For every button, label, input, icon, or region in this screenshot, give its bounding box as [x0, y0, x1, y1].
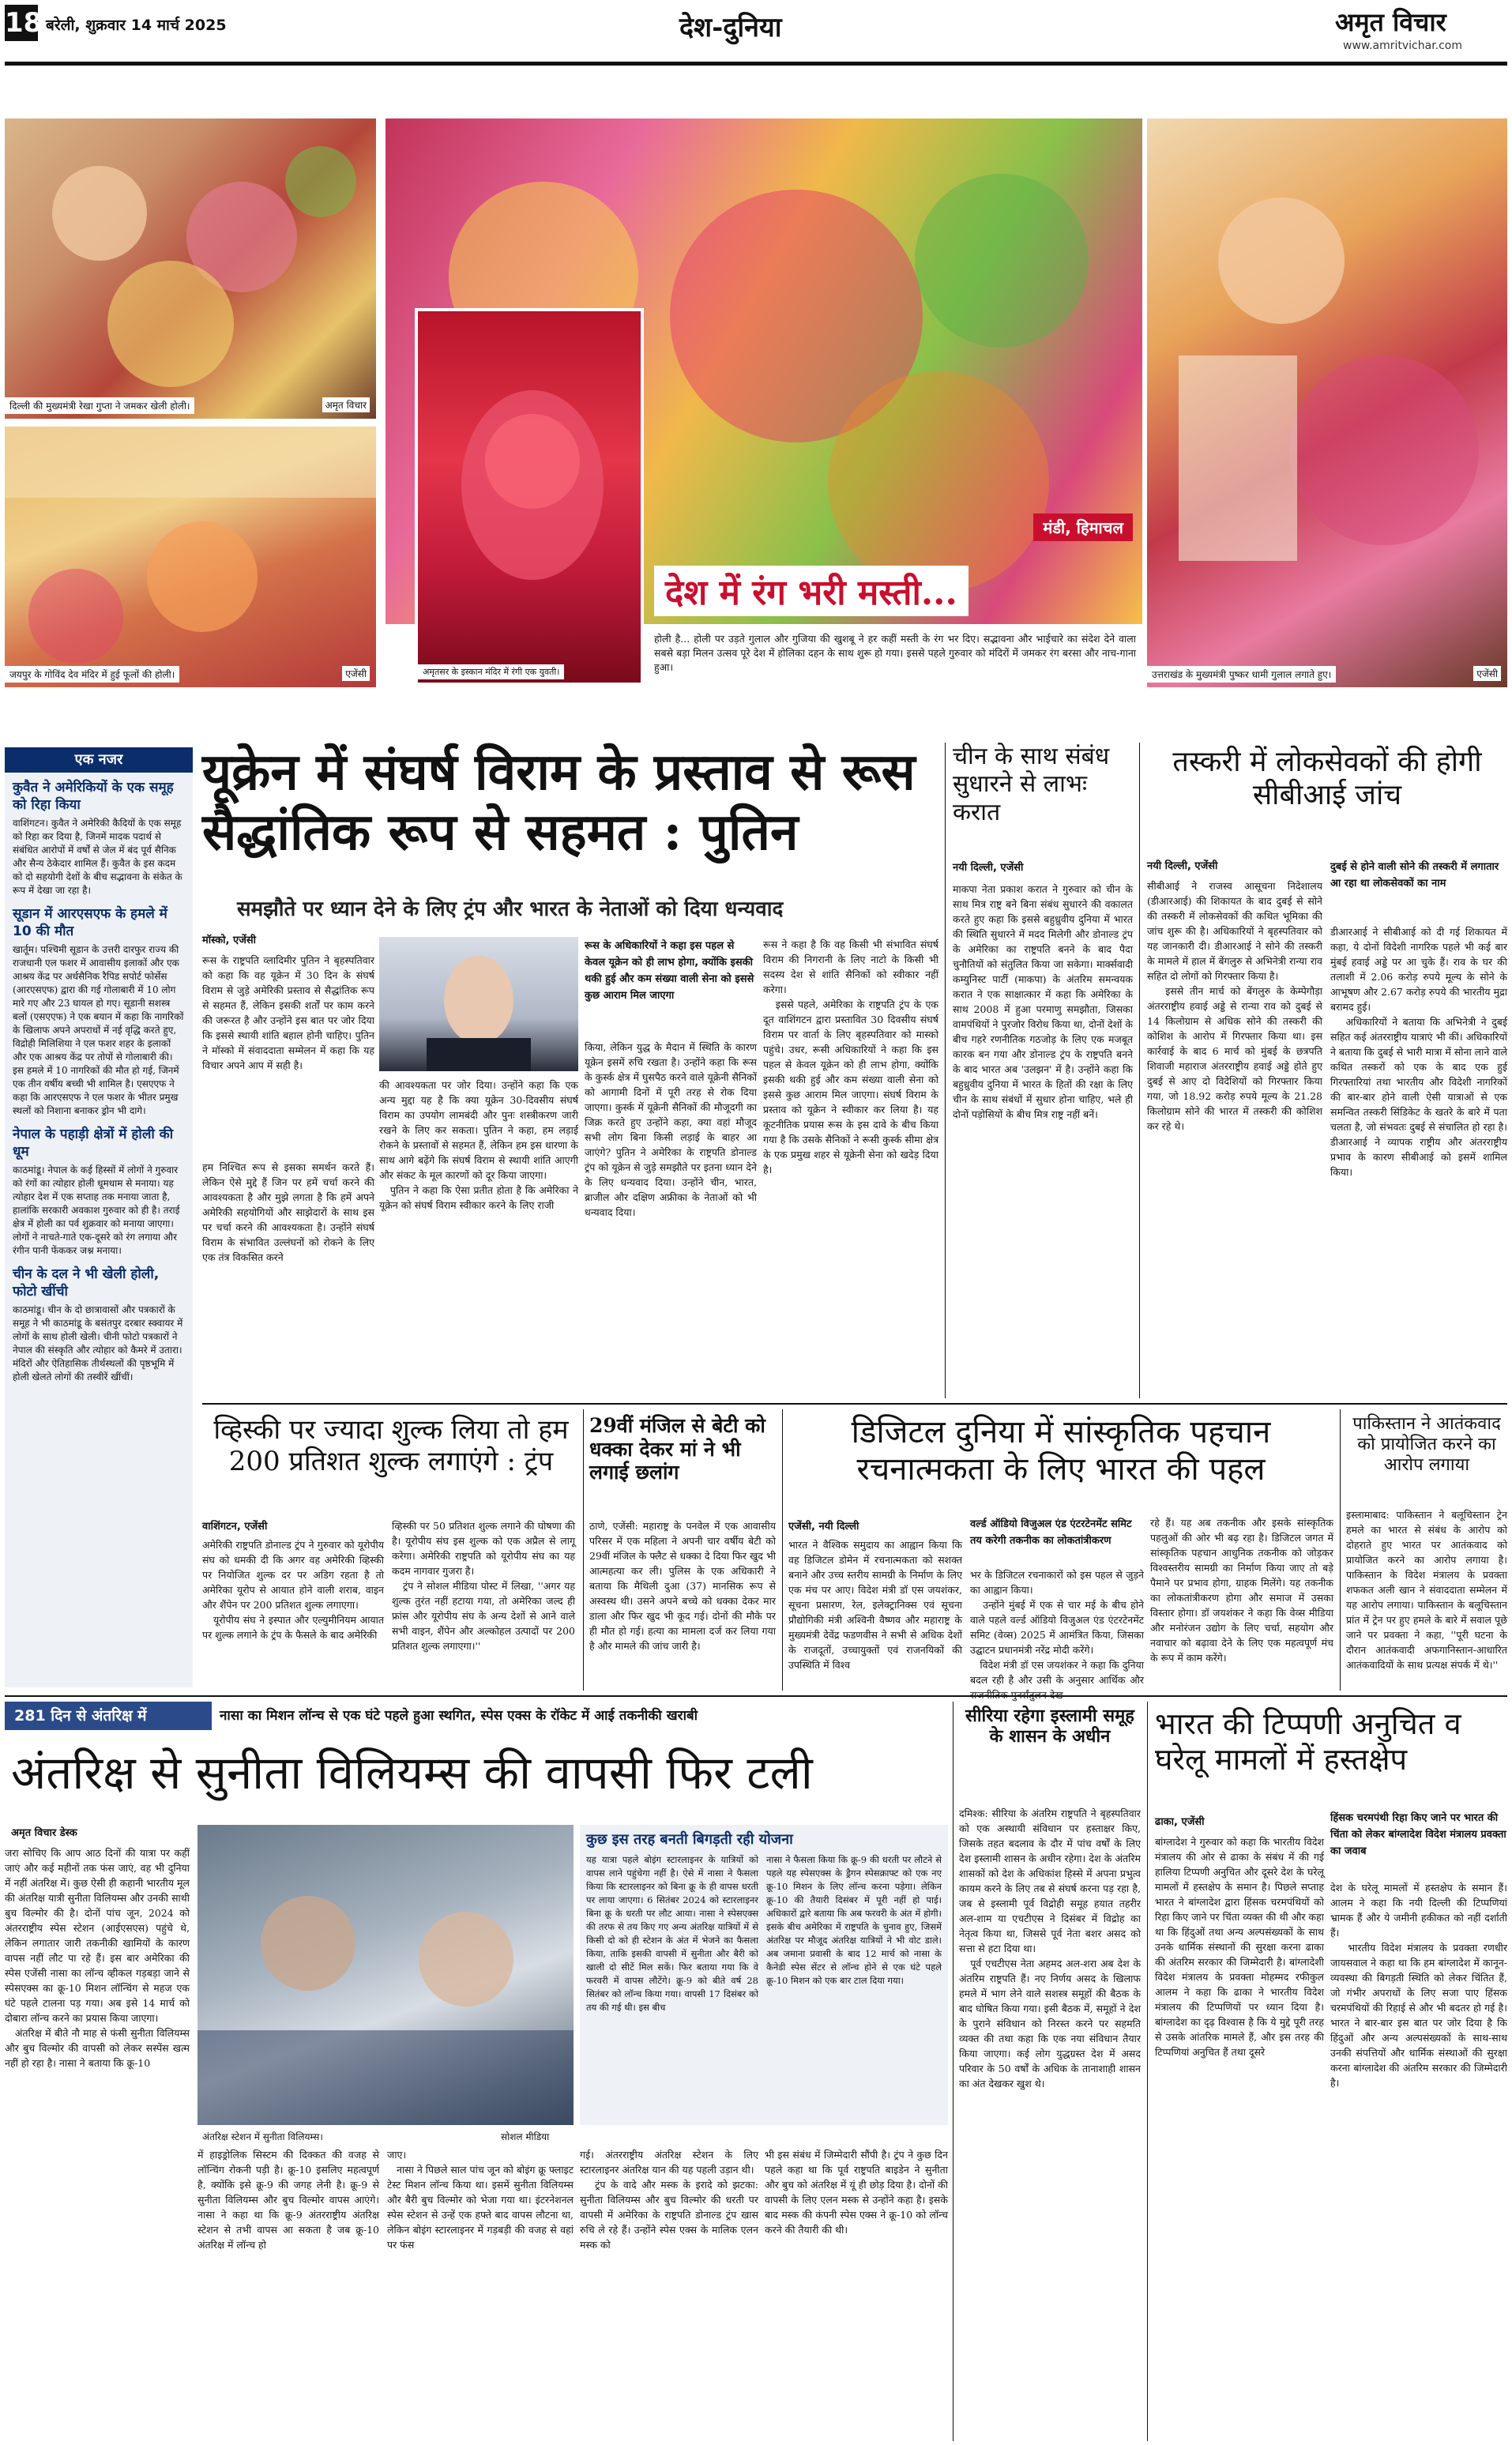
bangladesh-body: बांग्लादेश ने गुरुवार को कहा कि भारतीय विदेश मंत्रालय की ओर से ढाका के संबंध में की गई हालिया टिप्पणी अनुचित और दूसरे देश के घरेलू मामलों में हस्तक्षेप के समान है। पिछले सप्ताह भारत ने बांग्लादेश द्वारा हिंसक चरमपंथियों को रिहा किए जाने पर चिंता व्यक्त की थी और कहा था कि हिंदुओं तथा अन्य अल्पसंख्यकों के साथ उनके धार्मिक संस्थानों की सुरक्षा करना ढाका की अंतरिम सरकार की जिम्मेदारी है। बांग्लादेशी विदेश मंत्रालय के प्रवक्ता मोहम्मद रफीकुल आलम ने कहा कि ढाका ने भारतीय विदेश मंत्रालय की टिप्पणियों पर ध्यान दिया है। बांग्लादेश का दृढ़ विश्वास है कि ये मुद्दे पूरी तरह से उसके आंतरिक मामले हैं, और इस तरह की टिप्पणियां अनुचित हैं तथा दूसरे	[1155, 1836, 1327, 2058]
space-body-5: भी इस संबंध में जिम्मेदारी सौंपी है। ट्रंप ने कुछ दिन पहले कहा था कि पूर्व राष्ट्रपति बाइडेन ने सुनीता और बुच को अंतरिक्ष में यूं ही छोड़ दिया है। दोनों की वापसी के लिए एलन मस्क से उन्होंने कहा है। इसके बाद मस्क की कंपनी स्पेस एक्स ने क्रू-10 को लॉन्च करने की तैयारी की थी।	[765, 2149, 951, 2236]
balcony-headline: 29वीं मंजिल से बेटी को धक्का देकर मां ने भी लगाई छलांग	[589, 1414, 765, 1484]
digital-dateline: एजेंसी, नयी दिल्ली	[788, 1521, 859, 1533]
space-dateline: अमृत विचार डेस्क	[11, 1827, 77, 1839]
sunita-credit: सोशल मीडिया	[501, 2131, 550, 2142]
bangladesh-body-2: देश के घरेलू मामलों में हस्तक्षेप के समान हैं। आलम ने कहा कि नयी दिल्ली की टिप्पणियां भ्रामक हैं और ये जमीनी हकीकत को नहीं दर्शाती हैं। भारतीय विदेश मंत्रालय के प्रवक्ता रणधीर जायसवाल ने कहा था कि हम बांग्लादेश में कानून-व्यवस्था की बिगड़ती स्थिति को लेकर चिंतित हैं, जो गंभीर अपराधों के लिए सजा पाए हिंसक चरमपंथियों की रिहाई से और भी बदतर हो गई है। भारत ने बार-बार इस बात पर जोर दिया है कि हिंदुओं और अन्य अल्पसंख्यकों के साथ-साथ उनकी संपत्तियों और धार्मिक संस्थाओं की सुरक्षा करना बांग्लादेश की अंतरिम सरकार की जिम्मेदारी है।	[1330, 1882, 1507, 2089]
ek-nazar-headline: सूडान में आरएसएफ के हमले में 10 की मौत	[13, 906, 167, 939]
ek-nazar-body: काठमांडू। चीन के दो छात्रावासों और पत्रकारों के समूह ने भी काठमांडू के बसंतपुर दरबार स्क्वायर में लोगों के साथ होली खेली। चीनी फोटो पत्रकारों ने नेपाल की संस्कृति और त्योहार को कैमरे में उतारा। मंदिरों और ऐतिहासिक तीर्थस्थलों की पृष्ठभूमि में होली खेलते लोगों की तस्वीरें खींचीं।	[13, 1304, 183, 1382]
bangladesh-bullet: हिंसक चरमपंथी रिहा किए जाने पर भारत की चिंता को लेकर बांग्लादेश विदेश मंत्रालय प्रवक्ता का जवाब	[1330, 1812, 1506, 1857]
space-rule	[5, 1695, 1507, 1697]
holi-headline: देश में रंग भरी मस्ती...	[654, 566, 969, 616]
cbi-body-2: डीआरआई ने सीबीआई को दी गई शिकायत में कहा, ये दोनों विदेशी नागरिक पहले भी कई बार मुंबई हवाई अड्डे पर आ चुके हैं। राव के घर की तलाशी में 2.06 करोड़ रुपये मूल्य के सोने के आभूषण और 2.67 करोड़ रुपये की भारतीय मुद्रा बरामद हुई। अधिकारियों ने बताया कि अभिनेत्री ने दुबई सहित कई अंतरराष्ट्रीय यात्राएं भी कीं। अधिकारियों ने बताया कि दुबई से भारी मात्रा में सोना लाने वाले कथित तस्करों को एक के बाद एक हुई गिरफ्तारियां तथा भारतीय और विदेशी नागरिकों की बार-बार होने वाली ऐसी यात्राओं से एक समन्वित तस्करी सिंडिकेट के खतरे के बारे में पता चलता है, जो संभवतः दुबई से संचालित हो रहा है। डीआरआई ने व्यापक राष्ट्रीय और अंतरराष्ट्रीय प्रभाव के कारण सीबीआई को इसमें शामिल किया।	[1330, 926, 1507, 1178]
space-body-2: में हाइड्रोलिक सिस्टम की दिक्कत की वजह से लॉन्चिंग रोकनी पड़ी है। क्रू-10 इसलिए महत्वपूर्ण है, क्योंकि इसे क्रू-9 की जगह लेनी है। क्रू-9 से सुनीता विलियम्स और बुच विल्मोर वापस आएंगे। नासा ने कहा था कि क्रू-9 अंतरराष्ट्रीय अंतरिक्ष स्टेशन से तभी वापस आ सकता है जब क्रू-10 अंतरिक्ष में लॉन्च हो	[197, 2149, 382, 2251]
ukraine-body-1b: हम निश्चित रूप से इसका समर्थन करते हैं। लेकिन ऐसे मुद्दे हैं जिन पर हमें चर्चा करने की आवश्यकता है और मुझे लगता है कि हमें अपने अमेरिकी सहयोगियों और साझेदारों के साथ इस पर चर्चा करने की आवश्यकता है। उन्होंने संघर्ष विराम के संभावित उल्लंघनों को रोकने के लिए एक तंत्र विकसित करने	[202, 1161, 378, 1263]
ek-nazar-body: खार्तूम। पश्चिमी सूडान के उत्तरी दारफुर राज्य की राजधानी एल फशर में आवासीय इलाकों और एक आश्रय केंद्र पर अर्धसैनिक रैपिड सपोर्ट फोर्सेस (आरएसएफ) द्वारा की गई गोलाबारी में 10 लोग मारे गए और 23 घायल हो गए। सूडानी सशस्त्र बलों (एसएएफ) ने एक बयान में कहा कि नागरिकों के खिलाफ अपने अपराधों में नई वृद्धि करते हुए, विद्रोही मिलिशिया ने एल फशर शहर के इलाकों और एक आश्रय केंद्र पर तोपों से गोलाबारी की। इस हमले में 10 नागरिकों की मौत हो गई, जिनमें एक तीन वर्षीय बच्ची भी शामिल है। एसएएफ ने कहा कि आरएसएफ ने एल फशर के भीतर प्रमुख स्थलों को निशाना बनाकर ड्रोन भी दागे।	[13, 944, 184, 1116]
photo-putin-art	[379, 937, 578, 1071]
ek-nazar-item	[13, 905, 185, 1118]
pakistan-divider	[1340, 1409, 1341, 1691]
page-number: 18	[5, 5, 38, 41]
ukraine-body-1: रूस के राष्ट्रपति व्लादिमीर पुतिन ने बृहस्पतिवार को कहा कि वह यूक्रेन में 30 दिन के संघर्ष विराम से जुड़े अमेरिकी प्रस्ताव से सैद्धांतिक रूप से सहमत हैं, लेकिन इसकी शर्तों पर काम करने की जरूरत है और उन्होंने इस बात पर जोर दिया कि इससे स्थायी शांति बहाल होनी चाहिए। पुतिन ने मॉस्को में संवाददाता सम्मेलन में कहा कि यह विचार अपने आप में सही है।	[202, 954, 378, 1071]
digital-bullet-box	[970, 1515, 1144, 1566]
digital-body-3: रहे हैं। यह अब तकनीक और इसके सांस्कृतिक पहलुओं की ओर भी बढ़ रहा है। डिजिटल जगत में सांस्कृतिक पहचान आधुनिक तकनीक को जोड़कर विश्वस्तरीय सामग्री का निर्माण किया जाए तो बड़े पैमाने पर प्रभाव होगा, ग्राहक मिलेंगे। यह तकनीक का लोकतांत्रीकरण होगा और समाज में उसका विस्तार होगा। डॉ जयशंकर ने कहा कि वेव्स मीडिया और मनोरंजन उद्योग के लिए चर्चा, सहयोग और नवाचार को बढ़ावा देने के लिए एक महत्वपूर्ण मंच के रूप में काम करेंगे।	[1150, 1517, 1337, 1664]
karat-dateline: नयी दिल्ली, एजेंसी	[953, 862, 1024, 874]
photo-sunita-art	[197, 1825, 574, 2125]
caption-dhami: उत्तराखंड के मुख्यमंत्री पुष्कर धामी गुलाल लगाते हुए।	[1147, 666, 1336, 683]
credit-rekha: अमृत विचार	[322, 397, 370, 412]
digital-divider	[782, 1409, 783, 1691]
cbi-divider	[1139, 743, 1140, 1398]
photo-rekha-art	[5, 118, 376, 419]
ukraine-subhead: समझौते पर ध्यान देने के लिए ट्रंप और भारत के नेताओं को दिया धन्यवाद	[237, 897, 784, 921]
space-box-body-1: यह यात्रा पहले बोइंग स्टारलाइनर के यात्रियों को वापस लाने पहुंचेगा नहीं है। ऐसे में नासा ने फैसला किया कि स्टारलाइनर को बिना क्रू के ही वापस धरती पर लाया जाएगा। 6 सितंबर 2024 को स्टारलाइनर बिना क्रू के धरती पर लौट आया। नासा ने स्पेसएक्स की तरफ से तय किए गए अन्य अंतरिक्ष यात्रियों में से किसी दो को ही स्टेशन के अंत में भेजने का फैसला किया, ताकि इसकी वापसी में सुनीता और बैरी को खाली दो सीटें मिल सकें। फिर बताया गया कि वे फरवरी में वापस लौटेंगे। क्रू-9 को बीते वर्ष 28 सितंबर को लॉन्च किया गया। वापसी 17 दिसंबर को तय की गई थी। इस बीच	[586, 1854, 762, 2013]
header-rule	[5, 62, 1507, 66]
bangladesh-headline: भारत की टिप्पणी अनुचित व घरेलू मामलों में हस्तक्षेप	[1155, 1706, 1461, 1777]
balcony-divider	[583, 1409, 584, 1691]
digital-bullet: वर्ल्ड ऑडियो विजुअल एंड एंटरटेनमेंट समिट तय करेगी तकनीक का लोकतांत्रीकरण	[970, 1518, 1132, 1547]
pakistan-body: इस्लामाबाद: पाकिस्तान ने बलूचिस्तान ट्रेन हमले का भारत से संबंध के आरोप को दोहराते हुए भारत पर आतंकवाद को प्रायोजित करने का आरोप लगाया है। पाकिस्तान के विदेश मंत्रालय के प्रवक्ता शफकत अली खान ने संवाददाता सम्मेलन में यह आरोप लगाया। पाकिस्तान के बलूचिस्तान प्रांत में ट्रेन पर हुए हमले के बारे में सवाल पूछे जाने पर प्रवक्ता ने कहा, ''पूरी घटना के दौरान आतंकवादी अफगानिस्तान-आधारित आतंकवादियों के साथ प्रत्यक्ष संपर्क में थे।''	[1346, 1509, 1510, 1671]
photo-putin	[379, 937, 578, 1071]
photo-rekha-gupta	[5, 118, 376, 419]
photo-jaipur	[5, 427, 376, 687]
bangladesh-bullet-box	[1330, 1809, 1507, 1872]
pakistan-headline: पाकिस्तान ने आतंकवाद को प्रायोजित करने का आरोप लगाया	[1352, 1414, 1501, 1475]
brand-logo: अमृत विचार	[1335, 7, 1446, 37]
digital-body-2: भर के डिजिटल रचनाकारों को इस पहल से जुड़ने का आह्वान किया। उन्होंने मुंबई में एक से चार मई के बीच होने वाले पहले वर्ल्ड ऑडियो विजुअल एंड एंटरटेनमेंट समिट (वेव्स) 2025 में आमंत्रित किया, जिसका उद्घाटन प्रधानमंत्री नरेंद्र मोदी करेंगे। विदेश मंत्री डॉ एस जयशंकर ने कहा कि दुनिया बदल रही है और उसी के अनुसार आर्थिक और	[970, 1569, 1144, 1686]
ek-nazar-item	[13, 1126, 185, 1258]
bangladesh-divider	[1147, 1702, 1148, 2441]
ukraine-body-2: की आवश्यकता पर जोर दिया। उन्होंने कहा कि एक अन्य मुद्दा यह है कि क्या यूक्रेन 30-दिवसीय संघर्ष विराम का उपयोग लामबंदी और पुनः शस्त्रीकरण जारी रखने के लिए कर सकता। पुतिन ने कहा, हम लड़ाई रोकने के प्रस्तावों से सहमत हैं, लेकिन हम इस धारणा के साथ आगे बढ़ेंगे कि संघर्ष विराम से स्थायी शांति आएगी और संकट के मूल कारणों को दूर किया जाएगा। पुतिन ने कहा कि ऐसा प्रतीत होता है कि अमेरिका ने यूक्रेन को संघर्ष विराम स्वीकार करने के लिए राजी	[379, 1079, 579, 1211]
balcony-body: ठाणे, एजेंसी: महाराष्ट्र के पनवेल में एक आवासीय परिसर में एक महिला ने अपनी चार वर्षीय बेटी को 29वीं मंजिल के फ्लैट से धक्का दे दिया फिर खुद भी आत्महत्या कर ली। पुलिस के एक अधिकारी ने बताया कि मैथिली दुआ (37) मानसिक रूप से अस्वस्थ थी। उसने अपने बच्चे को धक्का देकर मार डाला और फिर खुद भी कूद गई। दोनों की मौके पर ही मौत हो गई। हत्या का मामला दर्ज कर लिया गया है और मामले की जांच जारी है।	[589, 1520, 779, 1652]
photo-sunita	[197, 1825, 574, 2125]
holi-text: होली है... होली पर उड़ते गुलाल और गुजिया की खुशबू ने हर कहीं मस्ती के रंग भर दिए। सद्भावना और भाईचारे का संदेश देने वाला सबसे बड़ा मिलन उत्सव पूरे देश में होलिका दहन के साथ शुरू हो गया। इससे पहले गुरुवार को मंदिरों में जमकर रंग बरसा और नाच-गाना हुआ।	[654, 633, 1139, 673]
photo-amritsar	[415, 308, 644, 686]
ek-nazar-headline: नेपाल के पहाड़ी क्षेत्रों में होली की धूम	[13, 1127, 174, 1160]
karat-body: माकपा नेता प्रकाश करात ने गुरुवार को चीन के साथ मित्र राष्ट्र बने बिना संबंध सुधारने की वकालत करते हुए कहा कि इससे बहुध्रुवीय दुनिया में भारत की स्थिति सुधारने में मदद मिलेगी और डोनाल्ड ट्रंप के अमेरिका का राष्ट्रपति बनने के बाद पैदा चुनौतियों को संतुलित किया जा सकेगा। मार्क्सवादी कम्युनिस्ट पार्टी (माकपा) के अंतरिम समन्वयक करात ने एक साक्षात्कार में कहा कि अमेरिका के साथ 2008 में हुआ परमाणु समझौता, जिसका वामपंथियों ने पुरजोर विरोध किया था, दोनों देशों के बीच गहरे रणनीतिक गठजोड़ के लिए एक मजबूत कारक बन गया और डोनाल्ड ट्रंप के राष्ट्रपति बनने के बाद भारत अब 'उलझन' में है। उन्होंने कहा कि बहुध्रुवीय दुनिया में भारत के हितों की रक्षा के लिए चीन के साथ संबंधों में सुधार होना चाहिए, भले ही दोनों पड़ोसियों के बीच मित्र राष्ट्र नहीं बनें।	[953, 883, 1136, 1120]
space-headline: अंतरिक्ष से सुनीता विलियम्स की वापसी फिर टली	[11, 1746, 813, 1800]
cbi-headline: तस्करी में लोकसेवकों की होगी सीबीआई जांच	[1172, 746, 1482, 812]
caption-rekha: दिल्ली की मुख्यमंत्री रेखा गुप्ता ने जमकर खेली होली।	[5, 397, 194, 414]
whisky-headline: व्हिस्की पर ज्यादा शुल्क लिया तो हम 200 प्रतिशत शुल्क लगाएंगे : ट्रंप	[213, 1414, 569, 1478]
syria-headline: सीरिया रहेगा इस्लामी समूह के शासन के अधीन	[965, 1706, 1134, 1747]
ukraine-body-3: किया, लेकिन युद्ध के मैदान में स्थिति के कारण यूक्रेन इसमें रुचि रखता है। उन्होंने कहा कि रूस के कुर्स्क क्षेत्र में घुसपैठ करने वाले यूक्रेनी सैनिकों को आगामी दिनों में पूरी तरह से रोक दिया जाएगा। कुर्स्क में यूक्रेनी सैनिकों की मौजूदगी का जिक्र करते हुए उन्होंने कहा, क्या वहां मौजूद सभी लोग बिना किसी लड़ाई के बाहर आ जाएंगे? पुतिन ने अमेरिका के राष्ट्रपति डोनाल्ड ट्रंप को यूक्रेन से जुड़े समझौते पर इतना ध्यान देने के लिए धन्यवाद दिया। उन्होंने चीन, भारत, ब्राजील और दक्षिण अफ्रीका के नेताओं को भी धन्यवाद दिया।	[585, 1041, 760, 1218]
ek-nazar-headline: चीन के दल ने भी खेली होली, फोटो खींची	[13, 1266, 160, 1300]
photo-jaipur-art	[5, 427, 376, 687]
space-box-body-2: नासा ने फैसला किया कि क्रू-9 की धरती पर लौटने से पहले यह स्पेसएक्स के ड्रैगन स्पेसक्राफ्ट को एक नए क्रू-10 मिशन के लिए लॉन्च करना पड़ेगा। लेकिन क्रू-10 की तैयारी दिसंबर में पूरी नहीं हो पाई। अधिकारों द्वारे बताया कि अब फरवरी के अंत में होगी। इसके बीच अमेरिका में राष्ट्रपति के चुनाव हुए, जिसमें अंतरिक्ष पर मौजूद अंतरिक्ष यात्रियों ने भी वोट डाले। अब जमाना प्रवासी के बाद 12 मार्च को नासा के कैनेडी स्पेस सेंटर से लॉन्च होने से एक घंटे पहले क्रू-10 मिशन को एक बार टाल दिया गया।	[766, 1854, 945, 1986]
space-days-tag: 281 दिन से अंतरिक्ष में	[5, 1702, 212, 1730]
ukraine-dateline: मॉस्को, एजेंसी	[202, 935, 257, 946]
ek-nazar-headline: कुवैत ने अमेरिकियों के एक समूह को रिहा किया	[13, 780, 174, 813]
space-box-headline: कुछ इस तरह बनती बिगड़ती रही योजना	[586, 1831, 793, 1848]
space-body-4: गई। अंतरराष्ट्रीय अंतरिक्ष स्टेशन के लिए स्टारलाइनर अंतरिक्ष यान की यह पहली उड़ान थी। ट्रंप के वादे और मस्क के इरादे को झटका: सुनीता विलियम्स और बुच विल्मोर की धरती पर वापसी में अमेरिका के राष्ट्रपति डोनाल्ड ट्रंप खास रुचि ले रहे हैं। उन्होंने स्पेस एक्स के मालिक एलन मस्क को	[580, 2149, 759, 2251]
section-title: देश-दुनिया	[679, 12, 782, 43]
whisky-dateline: वाशिंगटन, एजेंसी	[202, 1521, 268, 1533]
credit-dhami: एजेंसी	[1473, 666, 1501, 681]
website: www.amritvichar.com	[1343, 39, 1463, 52]
photo-dhami	[1147, 118, 1507, 687]
whisky-body-1: अमेरिकी राष्ट्रपति डोनाल्ड ट्रंप ने गुरुवार को यूरोपीय संघ को धमकी दी कि अगर वह अमेरिकी व्हिस्की पर नियोजित शुल्क दर पर अडिग रहता है तो अमेरिका यूरोप से आयात होने वाली शराब, वाइन और शैंपेन पर 200 प्रतिशत शुल्क लगाएगा। यूरोपीय संघ ने इस्पात और एल्युमीनियम आयात पर शुल्क लगाने के ट्रंप के फैसले के बाद अमेरिकी	[202, 1539, 384, 1641]
karat-headline: चीन के साथ संबंध सुधारने से लाभः करात	[953, 743, 1110, 826]
photo-amritsar-art	[418, 311, 647, 689]
ukraine-body-4: रूस ने कहा है कि वह किसी भी संभावित संघर्ष विराम की निगरानी के लिए नाटो के किसी भी सदस्य देश से शांति सैनिकों को स्वीकार नहीं करेगा। इससे पहले, अमेरिका के राष्ट्रपति ट्रंप के एक दूत वाशिंगटन द्वारा प्रस्तावित 30 दिवसीय संघर्ष विराम पर वार्ता के लिए बृहस्पतिवार को मास्को पहुंचे। उधर, रूसी अधिकारियों ने कहा कि इस पहल से केवल यूक्रेन को ही लाभ होगा, क्योंकि इसकी थकी हुई और कम संख्या वाली सेना को इससे कुछ आराम मिल जाएगा। संघर्ष विराम के प्रस्ताव को यूक्रेन ने स्वीकार कर लिया है। यह कूटनीतिक प्रयास रूस के इस दावे के बीच किया गया है कि उसके सैनिकों ने रूसी कुर्स्क सीमा क्षेत्र के एक प्रमुख शहर से यूक्रेनी सेना को खदेड़ दिया है।	[763, 939, 938, 1175]
ek-nazar-item	[13, 1266, 185, 1384]
ukraine-pullquote	[585, 937, 757, 1032]
space-kicker: नासा का मिशन लॉन्च से एक घंटे पहले हुआ स्थगित, स्पेस एक्स के रॉकेट में आई तकनीकी खराबी	[220, 1708, 698, 1724]
credit-jaipur: एजेंसी	[342, 666, 370, 681]
digital-headline: डिजिटल दुनिया में सांस्कृतिक पहचान रचनात्मकता के लिए भारत की पहल	[851, 1414, 1271, 1488]
space-body-3: जाए। नासा ने पिछले साल पांच जून को बोइंग क्रू फ्लाइट टेस्ट मिशन लॉन्च किया था। इसमें सुनीता विलियम्स और बैरी बुच विल्मोर को भेजा गया था। इंटरनेशनल स्पेस स्टेशन से उन्हें एक हफ्ते बाद वापस लौटना था, लेकिन बोइंग स्टारलाइनर में गड़बड़ी की वजह से वहां पर फंस	[387, 2149, 574, 2251]
ukraine-headline: यूक्रेन में संघर्ष विराम के प्रस्ताव से रूस सैद्धांतिक रूप से सहमत : पुतिन	[202, 743, 916, 862]
photo-dhami-art	[1147, 118, 1507, 687]
ek-nazar-body: वाशिंगटन। कुवैत ने अमेरिकी कैदियों के एक समूह को रिहा कर दिया है, जिनमें मादक पदार्थ से संबंधित आरोपों में वर्षों से जेल में बंद पूर्व सैनिक और सैन्य ठेकेदार शामिल हैं। कुवैत के इस कदम को दो सहयोगी देशों के बीच सद्भावना के संकेत के रूप में देखा जा रहा है।	[13, 818, 182, 896]
row3-rule	[202, 1403, 1507, 1405]
cbi-dateline: नयी दिल्ली, एजेंसी	[1147, 860, 1218, 872]
caption-jaipur: जयपुर के गोविंद देव मंदिर में हुई फूलों की होली।	[5, 666, 179, 683]
cbi-body: सीबीआई ने राजस्व आसूचना निदेशालय (डीआरआई) की शिकायत के बाद दुबई से सोने की तस्करी में लोकसेवकों की कथित भूमिका की जांच शुरू की है। अधिकारियों ने बृहस्पतिवार को यह जानकारी दी। डीआरआई ने सोने की तस्करी के मामले में हाल में बेंगलुरु से अभिनेत्री रान्या राव सहित दो लोगों को गिरफ्तार किया है। इससे तीन मार्च को बेंगलुरु के केम्पेगौड़ा अंतरराष्ट्रीय हवाई अड्डे से रान्या राव को दुबई से 14 किलोग्राम से अधिक सोने की तस्करी की कोशिश के आरोप में गिरफ्तार किया था। इस कार्रवाई के बाद 6 मार्च को मुंबई के छत्रपति शिवाजी महाराज अंतरराष्ट्रीय हवाई अड्डे होते हुए दुबई से आए दो विदेशियों को गिरफ्तार किया गया, जो 18.92 करोड़ रुपये मूल्य के 21.28 किलोग्राम सोने की भारत में तस्करी की कोशिश कर रहे थे।	[1147, 880, 1322, 1132]
caption-amritsar: अमृतसर के इस्कान मंदिर में रंगी एक युवती।	[418, 664, 564, 679]
whisky-body-2: व्हिस्की पर 50 प्रतिशत शुल्क लगाने की घोषणा की है। यूरोपीय संघ इस शुल्क को एक अप्रैल से लागू करेगा। अमेरिकी राष्ट्रपति को यूरोपीय संघ का यह कदम नागवार गुजरा है। ट्रंप ने सोशल मीडिया पोस्ट में लिखा, ''अगर यह शुल्क तुरंत नहीं हटाया गया, तो अमेरिका जल्द ही फ्रांस और यूरोपीय संघ के अन्य देशों से आने वाले सभी वाइन, शैंपेन और अल्कोहल उत्पादों पर 200 प्रतिशत शुल्क लगाएगा।''	[392, 1520, 576, 1652]
pullquote-text: रूस के अधिकारियों ने कहा इस पहल से केवल यूक्रेन को ही लाभ होगा, क्योंकि इसकी थकी हुई और कम संख्या वाली सेना को इससे कुछ आराम मिल जाएगा	[585, 940, 754, 1002]
space-timeline-box	[580, 1825, 948, 2125]
ek-nazar-item	[13, 779, 185, 897]
ek-nazar-sidebar	[5, 747, 193, 1687]
bangladesh-dateline: ढाका, एजेंसी	[1155, 1816, 1205, 1828]
space-body-1: जरा सोचिए कि आप आठ दिनों की यात्रा पर कहीं जाएं और कई महीनों तक फंस जाएं, वह भी दुनिया में नहीं अंतरिक्ष में। कुछ ऐसी ही कहानी भारतीय मूल की अंतरिक्ष यात्री सुनीता विलियम्स और उनकी साथी बुच विल्मोर की है। दोनों पांच जून, 2024 को अंतरराष्ट्रीय स्पेस स्टेशन (आईएसएस) पहुंचे थे, लेकिन लगातार जारी तकनीकी खामियों के कारण वापस नहीं लौट पा रहे हैं। इस बार अमेरिका की स्पेस एजेंसी नासा का लॉन्च व्हीकल गड़बड़ा जाने से स्पेसएक्स का क्रू-10 मिशन लॉन्चिंग से महज एक घंटे पहले टालना पड़ गया। अब इसे 14 मार्च को दोबारा लॉन्च करने का प्रयास किया जाएगा। अंतरिक्ष में बीते नौ माह से फंसी सुनीता विलियम्स और बुच विल्मोर की वापसी को लेकर सस्पेंस खत्म नहीं हो रहा है। नासा ने बताया कि क्रू-10	[5, 1847, 190, 2069]
sunita-caption: अंतरिक्ष स्टेशन में सुनीता विलियम्स।	[202, 2131, 323, 2142]
cbi-bullet: दुबई से होने वाली सोने की तस्करी में लगातार आ रहा था लोकसेवकों का नाम	[1330, 861, 1499, 890]
date-line: बरेली, शुक्रवार 14 मार्च 2025	[46, 17, 227, 34]
ek-nazar-label: एक नजर	[5, 747, 193, 773]
ek-nazar-body: काठमांडू। नेपाल के कई हिस्सों में लोगों ने गुरुवार को रंगों का त्योहार होली धूमधाम से मनाया। यह त्योहार देश में एक सप्ताह तक मनाया जाता है, हालांकि सरकारी अवकाश गुरुवार को ही है। तराई क्षेत्र में होली का पर्व शुक्रवार को मनाया जाएगा। लोगों ने नाचते-गाते एक-दूसरे को रंग लगाया और रंगीन पानी फेंककर जश्न मनाया।	[13, 1164, 180, 1256]
digital-body-1: भारत ने वैश्विक समुदाय का आह्वान किया कि वह डिजिटल डोमेन में रचनात्मकता को सशक्त बनाने और उच्च स्तरीय सामग्री के निर्माण के लिए एक मंच पर आए। विदेश मंत्री डॉ एस जयशंकर, सूचना प्रसारण, रेल, इलेक्ट्रानिक्स एवं सूचना प्रौद्योगिकी मंत्री अश्विनी वैष्णव और महाराष्ट्र के मुख्यमंत्री देवेंद्र फडणवीस ने सभी से अधिक देशों के राजदूतों, उच्चायुक्तों एवं राजनयिकों की उपस्थिति में विश्व	[788, 1539, 965, 1671]
syria-body: दमिश्क: सीरिया के अंतरिम राष्ट्रपति ने बृहस्पतिवार को एक अस्थायी संविधान पर हस्ताक्षर किए, जिसके तहत बदलाव के दौर में पांच वर्षों के लिए देश इस्लामी शासन के अधीन रहेगा। देश के अंतरिम शासकों को देश के अधिकांश हिस्से में अपना प्रभुत्व कायम करने के लिए तब से संघर्ष करना पड़ रहा है, जब से इस्लामी पूर्व विद्रोही समूह हयात तहरीर अल-शाम या एचटीएस ने दिसंबर में विद्रोह का नेतृत्व किया था, जिससे पूर्व नेता बशर असद को सत्ता से हटा दिया था। पूर्व एचटीएस नेता अहमद अल-शरा अब देश के अंतरिम राष्ट्रपति हैं। नए निर्णय असद के खिलाफ हमले में भाग लेने वाले सशस्त्र समूहों की बैठक के बाद घोषित किया गया। इसी बैठक में, समूहों ने देश के पुराने संविधान को निरस्त करने पर सहमति व्यक्त की तथा कहा कि एक नया संविधान तैयार किया जाएगा। कई लोग युद्धग्रस्त देश में असद परिवार के 50 वर्षों के अधिक के तानाशाही शासन का अंत देखकर खुश थे।	[959, 1807, 1141, 2090]
karat-divider	[945, 743, 946, 1398]
photo-label-mandi: मंडी, हिमाचल	[1033, 513, 1133, 541]
cbi-bullet-box	[1330, 858, 1507, 921]
